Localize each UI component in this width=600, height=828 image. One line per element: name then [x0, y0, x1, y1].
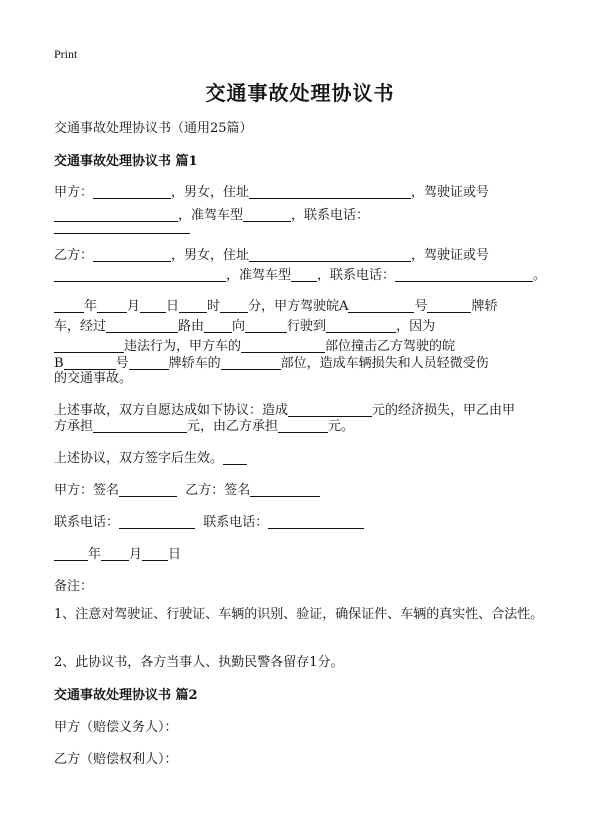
- gender-address-label: ，男女，住址: [171, 185, 250, 200]
- section2-party-a: 甲方（赔偿义务人）：: [54, 720, 178, 735]
- phone-label: ，联系电话：: [291, 208, 370, 223]
- car-label: 牌轿: [471, 299, 498, 314]
- party-a-line1: [54, 181, 554, 204]
- signature-line: [54, 479, 554, 502]
- road-blank[interactable]: [106, 318, 178, 333]
- plate-no-label: 号: [414, 299, 428, 314]
- party-a-label: 甲方：: [54, 185, 94, 200]
- agreement-text-1a: 上述事故，双方自愿达成如下协议：造成: [54, 403, 289, 418]
- date-line: [54, 543, 554, 566]
- party-a-amount-blank[interactable]: [93, 418, 187, 433]
- party-a-name-blank[interactable]: [93, 184, 171, 199]
- remark-2: 2、此协议书，各方当事人、执勤民警各留存1分。: [54, 655, 344, 670]
- plate-a-blank[interactable]: [348, 298, 414, 313]
- sign-a-blank[interactable]: [119, 482, 177, 497]
- sign-a-label: 甲方：签名: [54, 483, 120, 498]
- section2-party-b: 乙方（赔偿权利人）：: [54, 752, 178, 767]
- party-b-phone-blank[interactable]: [395, 267, 533, 282]
- contact-a-label: 联系电话：: [54, 515, 120, 530]
- party-b-license-blank[interactable]: [54, 267, 226, 282]
- contact-a-blank[interactable]: [119, 514, 195, 529]
- road-label: 路由: [178, 319, 205, 334]
- remark-1: 1、注意对驾驶证、行驶证、车辆的识别、验证，确保证件、车辆的真实性、合法性。: [54, 607, 544, 622]
- month-blank[interactable]: [97, 298, 127, 313]
- agreement-text-2c: 元。: [328, 419, 355, 434]
- plate-a-number-blank[interactable]: [427, 298, 471, 313]
- year-label: 年: [88, 547, 102, 562]
- sign-b-label: 乙方：签名: [185, 483, 251, 498]
- month-label: 月: [127, 299, 141, 314]
- license-label: ，驾驶证或号: [411, 248, 490, 263]
- license-label: ，驾驶证或号: [411, 185, 490, 200]
- agreement-text-1b: 元的经济损失，甲乙由甲: [372, 403, 516, 418]
- hour-blank[interactable]: [179, 298, 207, 313]
- vehicle-type-label: ，准驾车型: [178, 208, 244, 223]
- car-a-part-blank[interactable]: [241, 338, 325, 353]
- party-b-line2: [54, 264, 554, 287]
- direction-blank[interactable]: [204, 318, 232, 333]
- plate-no-label: 号: [115, 356, 129, 371]
- date-month-blank[interactable]: [101, 546, 129, 561]
- damage-label: 部位，造成车辆损失和人员轻微受伤: [280, 356, 489, 371]
- party-b-address-blank[interactable]: [249, 247, 411, 262]
- agreement-text-2a: 方承担: [54, 419, 94, 434]
- sign-b-blank[interactable]: [250, 482, 320, 497]
- day-label: 日: [168, 547, 182, 562]
- location-blank[interactable]: [326, 318, 396, 333]
- effective-blank[interactable]: [223, 450, 247, 465]
- remark-label: 备注：: [54, 579, 94, 594]
- hour-label: 时: [207, 299, 221, 314]
- print-link[interactable]: Print: [54, 47, 78, 61]
- contact-line: [54, 511, 554, 534]
- party-a-address-blank[interactable]: [249, 184, 411, 199]
- document-subtitle: 交通事故处理协议书（通用25篇）: [54, 121, 253, 136]
- accident-line5: 的交通事故。: [54, 371, 133, 386]
- year-blank[interactable]: [54, 298, 84, 313]
- car-of-label: 牌轿车的: [168, 356, 221, 371]
- agreement-text-2b: 元，由乙方承担: [187, 419, 279, 434]
- violation-label: 违法行为，甲方车的: [124, 339, 242, 354]
- effective-text: 上述协议，双方签字后生效。: [54, 451, 224, 466]
- contact-b-label: 联系电话：: [203, 515, 269, 530]
- effective-line: [54, 447, 554, 470]
- date-day-blank[interactable]: [142, 546, 168, 561]
- violation-blank[interactable]: [54, 338, 124, 353]
- page-title: 交通事故处理协议书: [205, 81, 395, 105]
- gender-address-label: ，男女，住址: [171, 248, 250, 263]
- direction-label: 向: [232, 319, 246, 334]
- day-blank[interactable]: [140, 298, 166, 313]
- year-label: 年: [84, 299, 98, 314]
- minute-label: 分，甲方驾驶皖A: [248, 299, 349, 314]
- party-b-amount-blank[interactable]: [278, 418, 328, 433]
- because-label: ，因为: [396, 319, 436, 334]
- section2-heading: 交通事故处理协议书 篇2: [54, 688, 198, 703]
- party-b-label: 乙方：: [54, 248, 94, 263]
- party-b-vehicle-type-blank[interactable]: [291, 267, 317, 282]
- phone-label: ，联系电话：: [317, 268, 396, 283]
- party-b-name-blank[interactable]: [93, 247, 171, 262]
- drive-to-label: 行驶到: [287, 319, 327, 334]
- route-label: 车，经过: [54, 319, 107, 334]
- period: 。: [533, 268, 547, 283]
- contact-b-blank[interactable]: [268, 514, 364, 529]
- plate-b-prefix: B: [54, 356, 64, 371]
- vehicle-type-label: ，准驾车型: [226, 268, 292, 283]
- party-a-line3: [54, 216, 554, 239]
- hit-label: 部位撞击乙方驾驶的皖: [325, 339, 456, 354]
- section1-heading: 交通事故处理协议书 篇1: [54, 154, 198, 169]
- party-a-phone-blank[interactable]: [54, 219, 190, 234]
- minute-blank[interactable]: [220, 298, 248, 313]
- day-label: 日: [166, 299, 180, 314]
- month-label: 月: [129, 547, 143, 562]
- drive-to-blank[interactable]: [245, 318, 287, 333]
- date-year-blank[interactable]: [54, 546, 88, 561]
- agreement-line2: [54, 415, 554, 438]
